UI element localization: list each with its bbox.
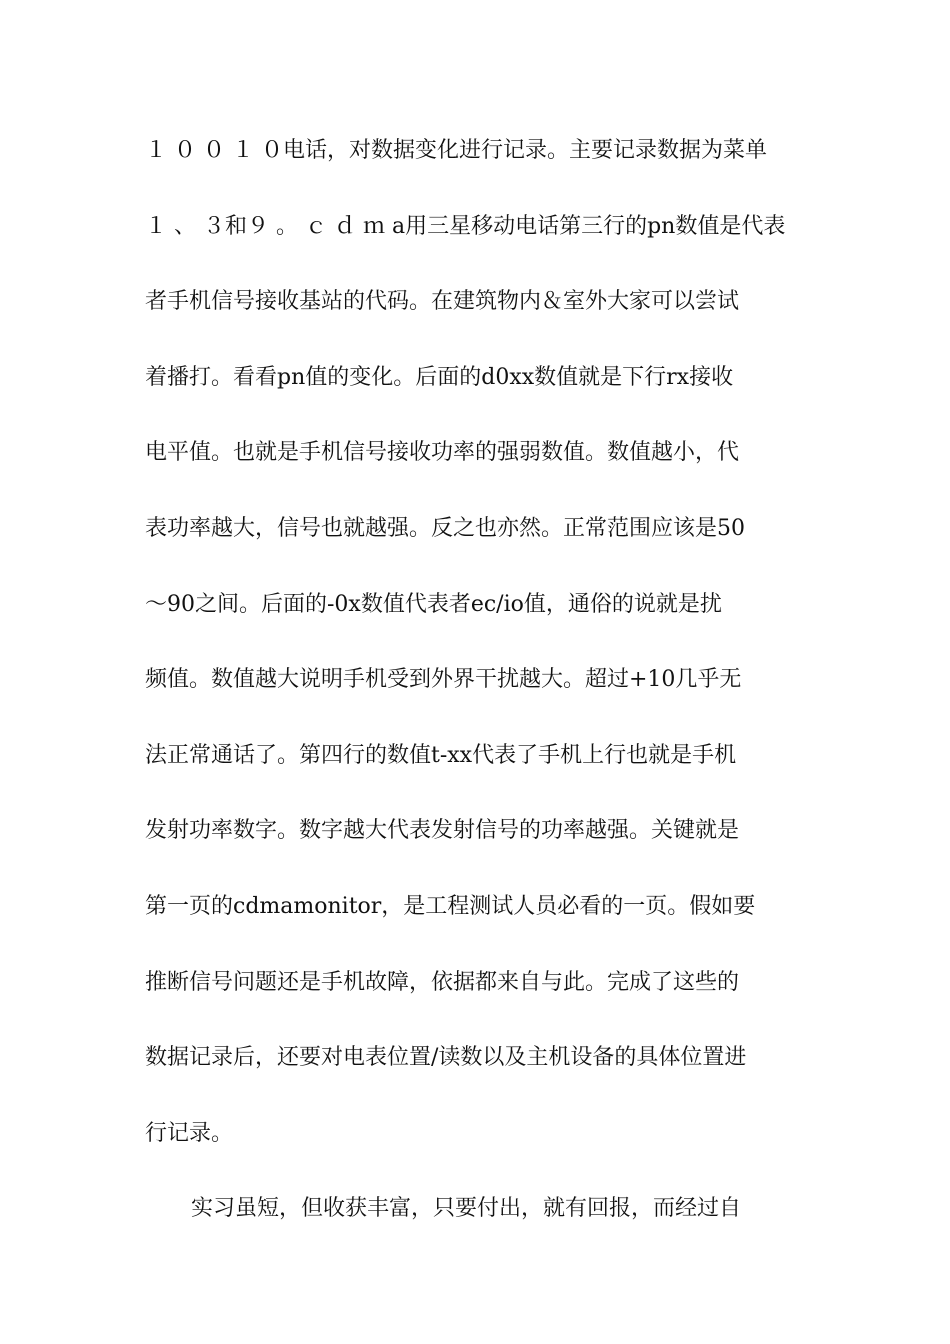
paragraph-start-line: 实习虽短，但收获丰富，只要付出，就有回报，而经过自 <box>191 1196 742 1222</box>
text-line: 频值。数值越大说明手机受到外界干扰越大。超过+10几乎无 <box>145 667 742 693</box>
text-line: 行记录。 <box>145 1120 234 1146</box>
text-line: 着播打。看看pn值的变化。后面的d0xx数值就是下行rx接收 <box>145 364 734 390</box>
text-line: 表功率越大，信号也就越强。反之也亦然。正常范围应该是50 <box>145 515 745 541</box>
text-line: 者手机信号接收基站的代码。在建筑物内＆室外大家可以尝试 <box>145 289 740 315</box>
text-line: 推断信号问题还是手机故障，依据都来自与此。完成了这些的 <box>145 969 740 995</box>
text-line: 电平值。也就是手机信号接收功率的强弱数值。数值越小，代 <box>145 440 740 466</box>
text-line: １ 、 ３和９ 。 ｃ ｄ ｍ a用三星移动电话第三行的pn数值是代表 <box>145 213 786 239</box>
text-line: １ ０ ０ １ ０电话，对数据变化进行记录。主要记录数据为菜单 <box>145 138 767 163</box>
body-text <box>145 130 807 1264</box>
text-line: 第一页的cdmamonitor，是工程测试人员必看的一页。假如要 <box>145 893 756 919</box>
text-line: 发射功率数字。数字越大代表发射信号的功率越强。关键就是 <box>145 818 740 844</box>
text-line: 数据记录后，还要对电表位置/读数以及主机设备的具体位置进 <box>145 1045 747 1071</box>
text-line: 法正常通话了。第四行的数值t-xx代表了手机上行也就是手机 <box>145 742 737 768</box>
text-line: ～90之间。后面的-0x数值代表者ec/io值，通俗的说就是扰 <box>145 591 722 617</box>
